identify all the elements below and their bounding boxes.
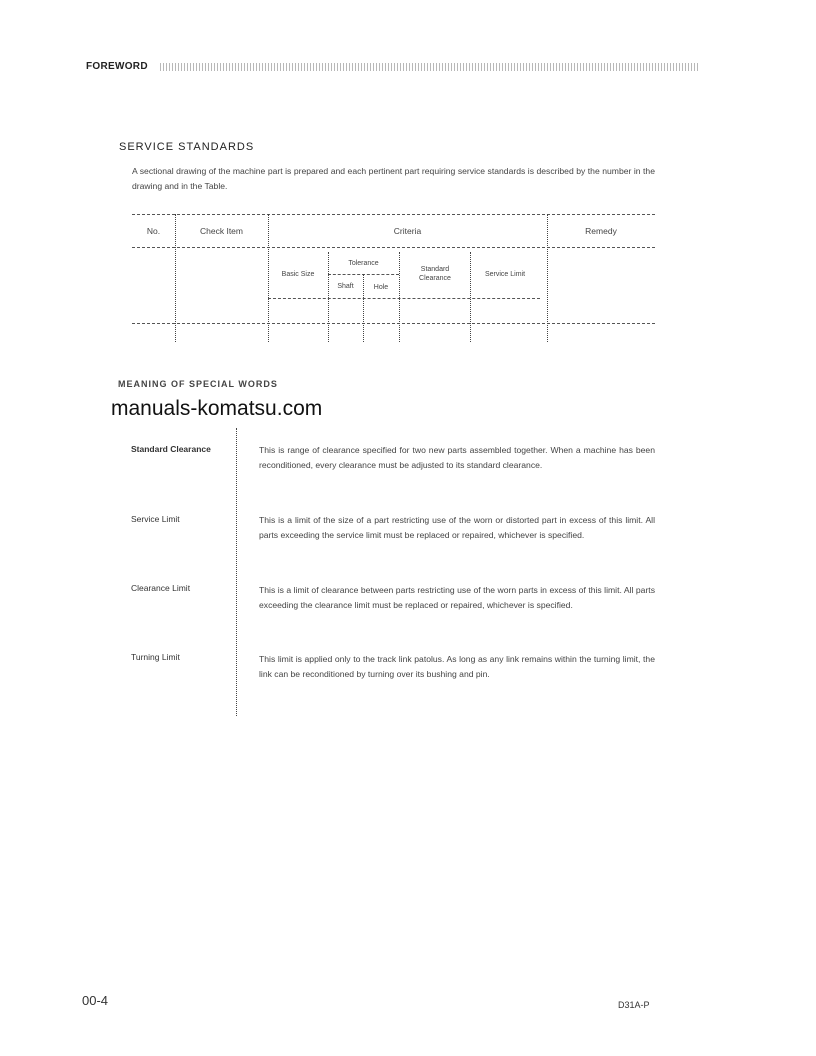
subheader-rule	[268, 298, 540, 299]
term-standard-clearance: Standard Clearance	[131, 444, 211, 454]
subheader-hole: Hole	[373, 284, 389, 291]
section-header: FOREWORD	[86, 61, 148, 72]
document-code: D31A-P	[618, 1000, 650, 1010]
scan-noise-rule	[160, 63, 700, 71]
definition-service-limit: This is a limit of the size of a part restricting use of the worn or distorted part in excess of this limit. All parts exceeding the service limit must be replaced or repaired, whichever is specified.	[259, 515, 655, 540]
subheader-standard-clearance: Standard Clearance	[419, 266, 451, 282]
header-remedy: Remedy	[585, 226, 617, 236]
service-standards-intro: A sectional drawing of the machine part is prepared and each pertinent part requiring service standards is described by the number in the drawing and in the Table.	[132, 166, 655, 191]
page-number: 00-4	[82, 993, 109, 1008]
subheader-tolerance: Tolerance	[348, 260, 379, 267]
subheader-basic-size: Basic Size	[281, 271, 315, 278]
term-service-limit: Service Limit	[131, 514, 180, 524]
service-standards-title: SERVICE STANDARDS	[119, 141, 255, 153]
header-criteria: Criteria	[393, 226, 422, 236]
subheader-service-limit: Service Limit	[484, 271, 526, 278]
col-divider	[470, 252, 471, 342]
header-check-item: Check Item	[200, 226, 243, 236]
term-clearance-limit: Clearance Limit	[131, 583, 191, 593]
special-words-title: MEANING OF SPECIAL WORDS	[118, 379, 278, 389]
table-top-rule	[132, 214, 655, 215]
definition-standard-clearance: This is range of clearance specified for two new parts assembled together. When a machine has been reconditioned, every clearance must be adjusted to its standard clearance.	[259, 445, 655, 470]
definitions-divider	[236, 428, 237, 716]
watermark: manuals-komatsu.com	[111, 397, 323, 420]
table-row-rule	[132, 323, 655, 324]
subheader-shaft: Shaft	[337, 283, 354, 290]
table-header-rule	[132, 247, 655, 248]
col-divider	[399, 252, 400, 342]
header-no: No.	[146, 226, 161, 236]
definition-turning-limit: This limit is applied only to the track link patolus. As long as any link remains within the turning limit, the link can be reconditioned by turning over its bushing and pin.	[259, 654, 655, 679]
definition-clearance-limit: This is a limit of clearance between parts restricting use of the worn parts in excess of this limit. All parts exceeding the clearance limit must be replaced or repaired, whichever is specified.	[259, 585, 655, 610]
term-turning-limit: Turning Limit	[131, 652, 180, 662]
